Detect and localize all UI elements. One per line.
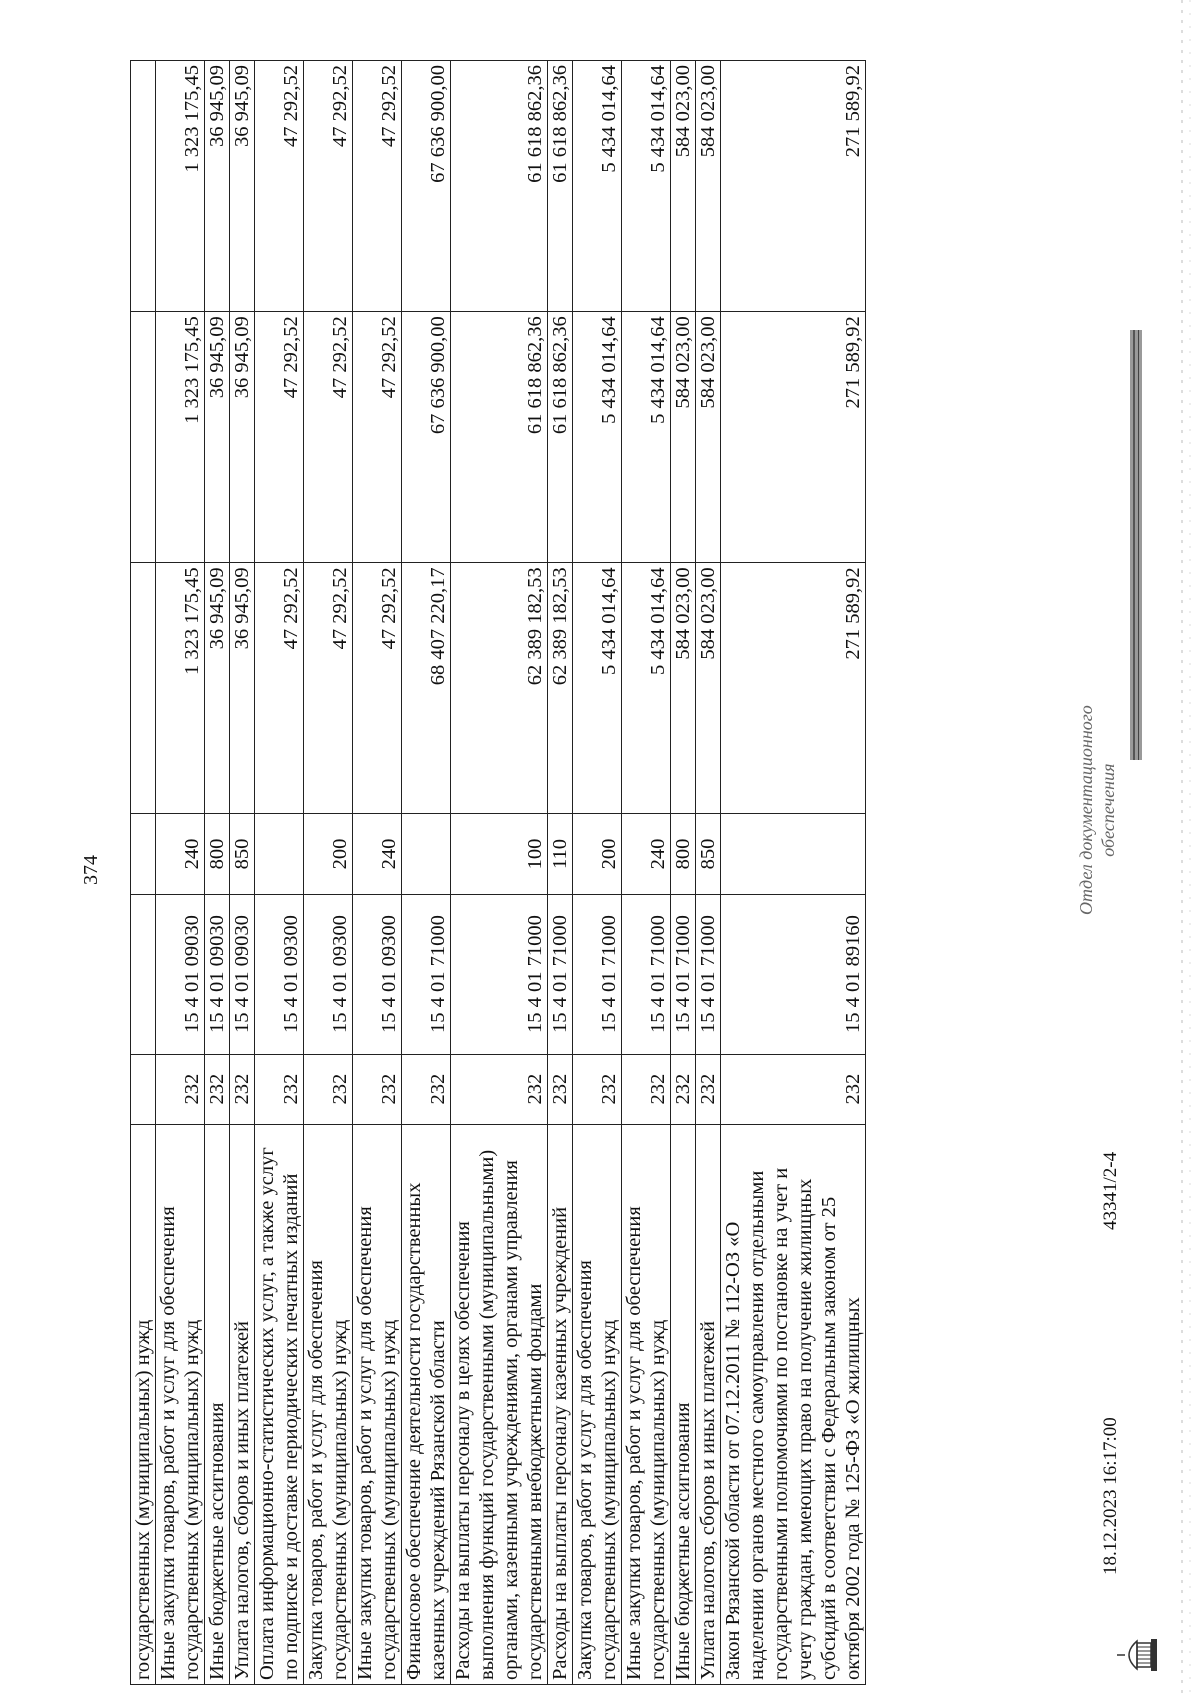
row-target-article-cell: 15 4 01 09300 — [353, 894, 402, 1054]
row-admin-code-cell: 232 — [671, 1054, 696, 1124]
table-row — [230, 61, 255, 1685]
row-name-cell: Расходы на выплаты персоналу в целях обеспечения выполнения функций государственными (муниципальными) органами, казенными учреждениями, органами управления государственными внебюджетными фондами — [451, 1124, 548, 1684]
row-admin-code-cell: 232 — [721, 1054, 866, 1124]
row-amount-3-cell: 584 023,00 — [671, 61, 696, 312]
row-amount-3-cell: 5 434 014,64 — [573, 61, 622, 312]
row-amount-3-cell: 47 292,52 — [255, 61, 304, 312]
table-row — [548, 61, 573, 1685]
row-amount-2-cell: 271 589,92 — [721, 312, 866, 563]
row-expense-type-cell: 240 — [156, 814, 205, 894]
row-amount-2-cell: 47 292,52 — [353, 312, 402, 563]
row-amount-3-cell: 36 945,09 — [230, 61, 255, 312]
row-amount-1-cell: 36 945,09 — [205, 563, 230, 814]
row-amount-2-cell: 61 618 862,36 — [451, 312, 548, 563]
row-target-article-cell: 15 4 01 71000 — [402, 894, 451, 1054]
row-admin-code-cell: 232 — [402, 1054, 451, 1124]
table-row — [304, 61, 353, 1685]
row-name-cell: Иные закупки товаров, работ и услуг для обеспечения государственных (муниципальных) нужд — [156, 1124, 205, 1684]
row-amount-1-cell — [131, 563, 156, 814]
row-target-article-cell: 15 4 01 09300 — [304, 894, 353, 1054]
row-admin-code-cell: 232 — [696, 1054, 721, 1124]
row-name-cell: Оплата информационно-статистических услуг, а также услуг по подписке и доставке периодических печатных изданий — [255, 1124, 304, 1684]
row-amount-1-cell: 584 023,00 — [696, 563, 721, 814]
row-expense-type-cell: 100 — [451, 814, 548, 894]
row-admin-code-cell: 232 — [205, 1054, 230, 1124]
row-expense-type-cell: 850 — [230, 814, 255, 894]
row-expense-type-cell: 200 — [573, 814, 622, 894]
row-target-article-cell: 15 4 01 71000 — [451, 894, 548, 1054]
row-amount-2-cell — [131, 312, 156, 563]
row-expense-type-cell: 200 — [304, 814, 353, 894]
budget-table — [130, 60, 866, 1685]
row-expense-type-cell: 850 — [696, 814, 721, 894]
row-admin-code-cell: 232 — [573, 1054, 622, 1124]
row-amount-1-cell: 62 389 182,53 — [451, 563, 548, 814]
row-amount-2-cell: 584 023,00 — [671, 312, 696, 563]
row-target-article-cell: 15 4 01 09030 — [156, 894, 205, 1054]
row-expense-type-cell — [255, 814, 304, 894]
page-number: 374 — [80, 855, 102, 885]
table-row — [696, 61, 721, 1685]
row-amount-2-cell: 36 945,09 — [205, 312, 230, 563]
row-amount-3-cell: 67 636 900,00 — [402, 61, 451, 312]
row-amount-3-cell: 47 292,52 — [304, 61, 353, 312]
row-admin-code-cell: 232 — [353, 1054, 402, 1124]
row-name-cell: Иные закупки товаров, работ и услуг для обеспечения государственных (муниципальных) нужд — [622, 1124, 671, 1684]
row-amount-1-cell: 36 945,09 — [230, 563, 255, 814]
row-target-article-cell: 15 4 01 09300 — [255, 894, 304, 1054]
row-amount-1-cell: 5 434 014,64 — [573, 563, 622, 814]
stamp-line-1: Отдел документационного — [1076, 705, 1096, 915]
table-row — [573, 61, 622, 1685]
row-target-article-cell: 15 4 01 71000 — [573, 894, 622, 1054]
row-name-cell: Иные закупки товаров, работ и услуг для обеспечения государственных (муниципальных) нужд — [353, 1124, 402, 1684]
row-target-article-cell: 15 4 01 09030 — [230, 894, 255, 1054]
row-amount-1-cell: 584 023,00 — [671, 563, 696, 814]
row-amount-1-cell: 68 407 220,17 — [402, 563, 451, 814]
budget-table-body — [131, 61, 866, 1685]
row-amount-3-cell: 1 323 175,45 — [156, 61, 205, 312]
row-amount-3-cell: 36 945,09 — [205, 61, 230, 312]
row-admin-code-cell: 232 — [548, 1054, 573, 1124]
row-amount-2-cell: 36 945,09 — [230, 312, 255, 563]
row-amount-2-cell: 61 618 862,36 — [548, 312, 573, 563]
row-target-article-cell: 15 4 01 71000 — [671, 894, 696, 1054]
row-target-article-cell: 15 4 01 89160 — [721, 894, 866, 1054]
row-amount-3-cell: 47 292,52 — [353, 61, 402, 312]
table-row — [671, 61, 696, 1685]
table-row — [156, 61, 205, 1685]
row-name-cell: Иные бюджетные ассигнования — [671, 1124, 696, 1684]
table-row — [402, 61, 451, 1685]
row-amount-1-cell: 271 589,92 — [721, 563, 866, 814]
table-row — [255, 61, 304, 1685]
row-amount-2-cell: 584 023,00 — [696, 312, 721, 563]
row-admin-code-cell: 232 — [255, 1054, 304, 1124]
row-expense-type-cell: 240 — [622, 814, 671, 894]
row-amount-3-cell: 271 589,92 — [721, 61, 866, 312]
row-admin-code-cell: 232 — [451, 1054, 548, 1124]
row-expense-type-cell: 110 — [548, 814, 573, 894]
row-admin-code-cell: 232 — [230, 1054, 255, 1124]
row-amount-3-cell: 61 618 862,36 — [548, 61, 573, 312]
row-target-article-cell — [131, 894, 156, 1054]
row-expense-type-cell: 800 — [205, 814, 230, 894]
row-amount-3-cell: 61 618 862,36 — [451, 61, 548, 312]
row-name-cell: Финансовое обеспечение деятельности государственных казенных учреждений Рязанской области — [402, 1124, 451, 1684]
row-expense-type-cell — [131, 814, 156, 894]
row-expense-type-cell — [402, 814, 451, 894]
row-expense-type-cell: 240 — [353, 814, 402, 894]
row-target-article-cell: 15 4 01 71000 — [622, 894, 671, 1054]
row-target-article-cell: 15 4 01 71000 — [548, 894, 573, 1054]
row-amount-1-cell: 47 292,52 — [353, 563, 402, 814]
row-name-cell: государственных (муниципальных) нужд — [131, 1124, 156, 1684]
row-admin-code-cell: 232 — [304, 1054, 353, 1124]
duma-emblem-icon — [1115, 1635, 1165, 1675]
row-amount-3-cell: 584 023,00 — [696, 61, 721, 312]
row-amount-1-cell: 1 323 175,45 — [156, 563, 205, 814]
row-amount-2-cell: 5 434 014,64 — [573, 312, 622, 563]
row-amount-1-cell: 47 292,52 — [255, 563, 304, 814]
row-name-cell: Расходы на выплаты персоналу казенных учреждений — [548, 1124, 573, 1684]
row-name-cell: Уплата налогов, сборов и иных платежей — [230, 1124, 255, 1684]
row-amount-3-cell — [131, 61, 156, 312]
row-name-cell: Закупка товаров, работ и услуг для обеспечения государственных (муниципальных) нужд — [573, 1124, 622, 1684]
row-expense-type-cell: 800 — [671, 814, 696, 894]
row-amount-2-cell: 47 292,52 — [255, 312, 304, 563]
table-row — [205, 61, 230, 1685]
row-amount-2-cell: 1 323 175,45 — [156, 312, 205, 563]
row-admin-code-cell — [131, 1054, 156, 1124]
row-amount-2-cell: 5 434 014,64 — [622, 312, 671, 563]
table-row — [622, 61, 671, 1685]
row-amount-2-cell: 47 292,52 — [304, 312, 353, 563]
table-row — [721, 61, 866, 1685]
stamp-line-2: обеспечения — [1098, 763, 1118, 857]
table-row — [451, 61, 548, 1685]
row-target-article-cell: 15 4 01 09030 — [205, 894, 230, 1054]
row-admin-code-cell: 232 — [156, 1054, 205, 1124]
row-amount-2-cell: 67 636 900,00 — [402, 312, 451, 563]
footer-document-code: 43341/2-4 — [1100, 1151, 1121, 1230]
department-stamp — [1075, 705, 1119, 915]
row-name-cell: Закупка товаров, работ и услуг для обеспечения государственных (муниципальных) нужд — [304, 1124, 353, 1684]
row-name-cell: Уплата налогов, сборов и иных платежей — [696, 1124, 721, 1684]
row-target-article-cell: 15 4 01 71000 — [696, 894, 721, 1054]
row-amount-1-cell: 62 389 182,53 — [548, 563, 573, 814]
row-name-cell: Закон Рязанской области от 07.12.2011 № 112-ОЗ «О наделении органов местного самоуправления отдельными государственными полномочиями по постановке на учет и учету граждан, имеющих право на получение жилищных субсидий в соответствии с Федеральным законом от 25 октября 2002 года № 125-ФЗ «О жилищных — [721, 1124, 866, 1684]
row-expense-type-cell — [721, 814, 866, 894]
table-row — [353, 61, 402, 1685]
row-name-cell: Иные бюджетные ассигнования — [205, 1124, 230, 1684]
row-admin-code-cell: 232 — [622, 1054, 671, 1124]
table-row — [131, 61, 156, 1685]
row-amount-1-cell: 47 292,52 — [304, 563, 353, 814]
row-amount-1-cell: 5 434 014,64 — [622, 563, 671, 814]
row-amount-3-cell: 5 434 014,64 — [622, 61, 671, 312]
footer-date: 18.12.2023 16:17:00 — [1100, 1417, 1121, 1575]
